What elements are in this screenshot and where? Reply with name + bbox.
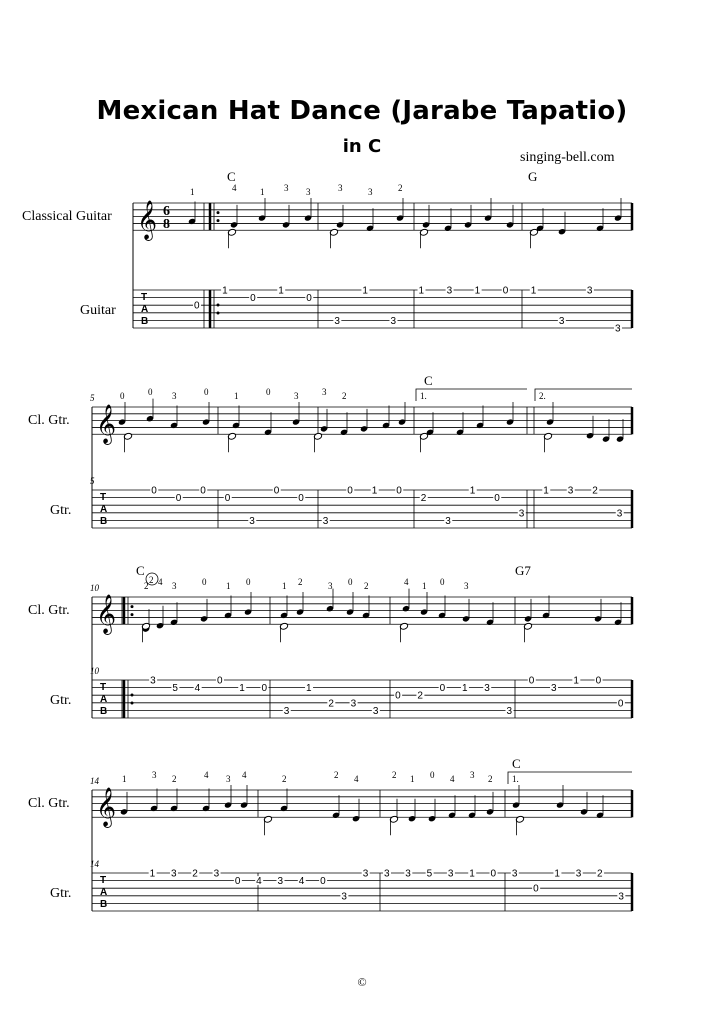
tab-fret-number: 3	[249, 515, 255, 527]
chord-symbol: C	[227, 169, 236, 184]
tab-fret-number: 3	[614, 323, 621, 335]
instrument-label-notation: Cl. Gtr.	[28, 603, 70, 618]
fingering-number: 4	[204, 770, 209, 780]
repeat-dot	[217, 312, 220, 315]
tab-clef-letter: A	[100, 887, 108, 898]
volta-bracket	[416, 389, 527, 401]
chord-symbol: C	[424, 373, 433, 388]
tab-fret-number: 2	[192, 868, 198, 880]
tab-fret-number: 3	[277, 876, 284, 888]
fingering-number: 4	[450, 774, 455, 784]
fingering-number: 1	[122, 774, 127, 784]
copyright-mark: ©	[357, 975, 367, 989]
tab-fret-number: 1	[278, 285, 284, 297]
instrument-label-notation: Cl. Gtr.	[28, 796, 70, 811]
fingering-number: 2	[172, 774, 177, 784]
fingering-number: 2	[398, 183, 403, 193]
fingering-number: 3	[172, 391, 177, 401]
music-system-4	[92, 772, 632, 911]
fingering-number: 3	[152, 770, 157, 780]
tab-fret-number: 0	[347, 485, 353, 497]
fingering-number: 3	[322, 387, 327, 397]
tab-fret-number: 2	[420, 493, 427, 505]
chord-symbol: G7	[515, 563, 531, 578]
music-system-3	[92, 573, 632, 718]
repeat-dot	[131, 613, 134, 616]
fingering-number: 0	[120, 391, 125, 401]
tab-fret-number: 0	[320, 876, 326, 888]
tab-fret-number: 3	[484, 683, 490, 695]
tab-fret-number: 3	[445, 515, 451, 527]
tab-clef-letter: T	[100, 682, 107, 693]
tab-fret-number: 3	[586, 285, 593, 297]
tab-fret-number: 0	[533, 883, 539, 895]
tab-fret-number: 3	[213, 868, 220, 880]
tab-clef-letter: B	[141, 316, 149, 327]
tab-fret-number: 4	[194, 683, 201, 695]
measure-number: 14	[90, 859, 99, 869]
music-system-1	[133, 198, 632, 332]
tab-fret-number: 0	[234, 876, 241, 888]
repeat-dot	[131, 702, 134, 705]
fingering-number: 2	[282, 774, 287, 784]
fingering-number: 0	[348, 577, 353, 587]
tab-clef-letter: T	[141, 292, 148, 303]
tab-fret-number: 0	[273, 485, 280, 497]
fingering-number: 2	[342, 391, 347, 401]
tab-clef-letter: A	[141, 304, 149, 315]
fingering-number: 4	[404, 577, 409, 587]
tab-fret-number: 3	[511, 868, 518, 880]
tab-fret-number: 3	[618, 891, 624, 903]
tab-fret-number: 3	[390, 315, 397, 327]
tab-fret-number: 3	[350, 698, 357, 710]
tab-fret-number: 1	[239, 683, 245, 695]
tab-fret-number: 2	[592, 485, 598, 497]
chord-symbol: C	[136, 563, 145, 578]
tab-fret-number: 3	[405, 868, 411, 880]
fingering-number: 0	[430, 770, 435, 780]
tab-fret-number: 0	[224, 493, 231, 505]
instrument-label-tab: Guitar	[80, 303, 116, 318]
tab-fret-number: 1	[418, 285, 425, 297]
fingering-number: 1	[226, 581, 231, 591]
fingering-number: 3	[172, 581, 177, 591]
tab-fret-number: 3	[334, 315, 340, 327]
chord-symbol: C	[512, 756, 521, 771]
fingering-number: 4	[354, 774, 359, 784]
tab-fret-number: 0	[395, 690, 401, 702]
repeat-dot	[217, 304, 220, 307]
tab-fret-number: 1	[469, 485, 476, 497]
fingering-number: 3	[306, 187, 311, 197]
tab-fret-number: 0	[439, 683, 446, 695]
volta-label: 2.	[539, 391, 546, 401]
measure-number: 5	[90, 476, 95, 486]
tab-fret-number: 3	[283, 705, 290, 717]
repeat-dot	[131, 605, 134, 608]
fingering-number: 1	[260, 187, 265, 197]
measure-number: 10	[90, 583, 99, 593]
fingering-number: 0	[266, 387, 271, 397]
tab-fret-number: 2	[417, 690, 423, 702]
tab-fret-number: 3	[362, 868, 369, 880]
tab-fret-number: 4	[256, 876, 262, 888]
tab-fret-number: 0	[490, 868, 497, 880]
tab-fret-number: 1	[306, 683, 312, 695]
fingering-number: 3	[294, 391, 299, 401]
fingering-number: 4	[242, 770, 247, 780]
tab-fret-number: 3	[170, 868, 177, 880]
tab-fret-number: 0	[261, 683, 268, 695]
treble-clef-icon: 𝄞	[96, 406, 117, 443]
circled-string-number: 2	[149, 575, 154, 585]
tab-fret-number: 3	[616, 508, 623, 520]
tab-fret-number: 0	[200, 485, 206, 497]
tab-fret-number: 1	[474, 285, 481, 297]
tab-fret-number: 1	[469, 868, 475, 880]
tab-fret-number: 1	[554, 868, 560, 880]
measure-number: 14	[90, 776, 99, 786]
tab-fret-number: 5	[172, 683, 178, 695]
fingering-number: 2	[364, 581, 369, 591]
fingering-number: 3	[464, 581, 469, 591]
treble-clef-icon: 𝄞	[96, 596, 117, 633]
fingering-number: 3	[338, 183, 343, 193]
fingering-number: 3	[284, 183, 289, 193]
website-label: singing-bell.com	[520, 150, 615, 165]
tab-fret-number: 5	[426, 868, 433, 880]
tab-fret-number: 4	[298, 876, 305, 888]
tab-fret-number: 3	[341, 891, 347, 903]
repeat-dot	[217, 211, 220, 214]
fingering-number: 1	[410, 774, 415, 784]
tab-fret-number: 2	[597, 868, 603, 880]
fingering-number: 1	[190, 187, 195, 197]
treble-clef-icon: 𝄞	[96, 789, 117, 826]
tab-clef-letter: T	[100, 492, 107, 503]
tab-fret-number: 3	[322, 515, 329, 527]
chord-symbol: G	[528, 169, 538, 184]
fingering-number: 2	[298, 577, 303, 587]
instrument-label-notation: Cl. Gtr.	[28, 413, 70, 428]
tab-fret-number: 1	[530, 285, 537, 297]
fingering-number: 3	[470, 770, 475, 780]
fingering-number: 4	[158, 577, 163, 587]
tab-fret-number: 0	[175, 493, 182, 505]
time-signature-top: 6	[163, 204, 170, 219]
tab-fret-number: 3	[518, 508, 525, 520]
fingering-number: 1	[282, 581, 287, 591]
measure-number: 10	[90, 666, 99, 676]
fingering-number: 3	[328, 581, 333, 591]
tab-fret-number: 0	[216, 675, 223, 687]
volta-bracket	[535, 389, 632, 401]
tab-fret-number: 0	[151, 485, 157, 497]
time-signature-bottom: 8	[163, 217, 170, 232]
tab-fret-number: 1	[371, 485, 378, 497]
tab-clef-letter: A	[100, 694, 108, 705]
tab-fret-number: 3	[372, 705, 379, 717]
repeat-dot	[217, 219, 220, 222]
fingering-number: 0	[202, 577, 207, 587]
fingering-number: 0	[440, 577, 445, 587]
fingering-number: 3	[368, 187, 373, 197]
fingering-number: 0	[148, 387, 153, 397]
measure-number: 5	[90, 393, 95, 403]
fingering-number: 2	[488, 774, 493, 784]
fingering-number: 2	[334, 770, 339, 780]
tab-fret-number: 0	[617, 698, 624, 710]
fingering-number: 1	[422, 581, 427, 591]
repeat-dot	[131, 694, 134, 697]
tab-fret-number: 1	[573, 675, 579, 687]
fingering-number: 2	[144, 581, 149, 591]
song-title: Mexican Hat Dance (Jarabe Tapatio)	[96, 96, 628, 126]
tab-fret-number: 3	[558, 315, 565, 327]
fingering-number: 1	[234, 391, 239, 401]
fingering-number: 0	[246, 577, 251, 587]
tab-fret-number: 0	[250, 293, 256, 305]
instrument-label-tab: Gtr.	[50, 693, 72, 708]
tab-fret-number: 1	[222, 285, 228, 297]
tab-fret-number: 0	[528, 675, 535, 687]
fingering-number: 3	[226, 774, 231, 784]
tab-fret-number: 0	[595, 675, 602, 687]
instrument-label-notation: Classical Guitar	[22, 209, 112, 224]
fingering-number: 0	[204, 387, 209, 397]
tab-fret-number: 3	[551, 683, 557, 695]
tab-clef-letter: B	[100, 899, 108, 910]
tab-fret-number: 0	[306, 293, 312, 305]
instrument-label-tab: Gtr.	[50, 886, 72, 901]
key-subtitle: in C	[342, 136, 382, 157]
tab-fret-number: 1	[543, 485, 549, 497]
tab-fret-number: 3	[447, 868, 454, 880]
tab-fret-number: 3	[446, 285, 453, 297]
tab-fret-number: 1	[149, 868, 156, 880]
tab-fret-number: 3	[506, 705, 513, 717]
fingering-number: 4	[232, 183, 237, 193]
instrument-label-tab: Gtr.	[50, 503, 72, 518]
tab-clef-letter: T	[100, 875, 107, 886]
tab-clef-letter: B	[100, 706, 108, 717]
volta-bracket	[508, 772, 632, 784]
tab-fret-number: 0	[298, 493, 304, 505]
tab-clef-letter: A	[100, 504, 108, 515]
tab-fret-number: 3	[384, 868, 390, 880]
treble-clef-icon: 𝄞	[137, 202, 158, 239]
volta-label: 1.	[420, 391, 427, 401]
tab-fret-number: 3	[575, 868, 582, 880]
tab-fret-number: 2	[328, 698, 334, 710]
volta-label: 1.	[512, 774, 519, 784]
tab-fret-number: 1	[461, 683, 468, 695]
tab-fret-number: 3	[567, 485, 574, 497]
tab-fret-number: 1	[362, 285, 368, 297]
tab-fret-number: 3	[150, 675, 156, 687]
tab-fret-number: 0	[396, 485, 402, 497]
tab-fret-number: 0	[194, 300, 200, 312]
music-system-2	[92, 389, 632, 528]
fingering-number: 2	[392, 770, 397, 780]
tab-fret-number: 0	[502, 285, 509, 297]
tab-clef-letter: B	[100, 516, 108, 527]
tab-fret-number: 0	[494, 493, 500, 505]
